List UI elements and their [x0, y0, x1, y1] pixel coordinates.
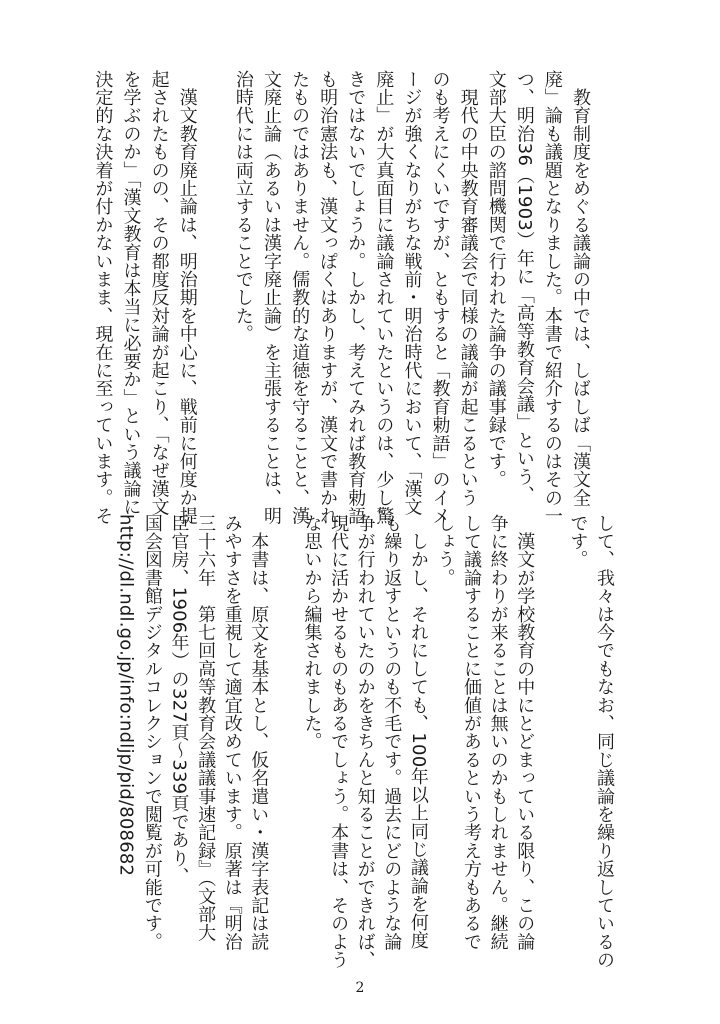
text-column: 三十六年 第七回高等教育会議議事速記録』（文部大: [195, 514, 217, 942]
text-column: 現代の中央教育審議会で同様の議論が起こるという: [457, 70, 479, 507]
text-column: つ、明治36（1903）年に「高等教育会議」という、: [513, 70, 535, 504]
text-column: [271, 514, 298, 974]
text-column: 漢文教育廃止論は、明治期を中心に、戦前に何度か提: [176, 70, 198, 525]
text-column: のも考えにくいですが、ともすると「教育勅語」のイメ: [429, 70, 451, 525]
bottom-text-block: [112, 514, 617, 974]
text-column: して、我々は今でもなお、同じ議論を繰り返しているの: [594, 514, 615, 969]
text-column: たものではありません。儒教的な道徳を守ることと、漢: [289, 70, 311, 525]
text-column: 本書は、原文を基本とし、仮名遣い・漢字表記は読: [248, 514, 270, 951]
text-column: 漢文が学校教育の中にとどまっている限り、この論: [514, 514, 536, 951]
text-column: も明治憲法も、漢文っぽくはありますが、漢文で書かれ: [317, 70, 339, 525]
text-column: して議論することに価値があるという考え方もあるで: [461, 514, 483, 951]
text-column: 現代に活かせるものもあるでしょう。本書は、そのよう: [328, 514, 350, 969]
text-column: 起されたものの、その都度反対論が起こり、「なぜ漢文: [148, 70, 170, 516]
text-column: 決定的な決着が付かないまま、現在に至っています。そ: [92, 70, 114, 525]
page-number: 2: [355, 980, 365, 996]
text-column: な思いから編集されました。: [301, 514, 323, 751]
text-column: 文廃止論（あるいは漢字廃止論）を主張することは、明: [260, 70, 282, 525]
text-column: 治時代には両立することでした。: [232, 70, 254, 343]
text-column: きではないでしょうか。しかし、考えてみれば教育勅語: [345, 70, 367, 525]
text-column: 文部大臣の諮問機関で行われた論争の議事録です。: [485, 70, 507, 489]
top-text-block: [88, 70, 594, 525]
text-column: 教育制度をめぐる議論の中では、しばしば「漢文全: [570, 70, 591, 507]
text-column: [537, 514, 564, 974]
text-column: ージが強くなりがちな戦前・明治時代において、「漢文: [401, 70, 423, 516]
text-column: みやすさを重視して適宜改めています。原著は『明治: [221, 514, 243, 951]
text-column: も繰り返すというのも不毛です。過去にどのような論: [381, 514, 403, 951]
text-column: http://dl.ndl.go.jp/info:ndljp/pid/808682: [115, 514, 137, 877]
text-column: [201, 70, 229, 500]
text-column: 臣官房、1906年）の327頁～339頁であり、: [168, 514, 190, 886]
text-column: 国会図書館デジタルコレクションで閲覧が可能です。: [141, 514, 163, 951]
text-column: 廃」論も議題となりました。本書で紹介するのはその一: [541, 70, 563, 525]
text-column: しょう。: [434, 514, 456, 587]
text-column: を学ぶのか」「漢文教育は本当に必要か」という議論に: [120, 70, 142, 516]
text-column: 廃止」が大真面目に議論されていたというのは、少し驚: [373, 70, 395, 525]
text-column: 争が行われていたのかをきちんと知ることができれば、: [354, 514, 376, 969]
text-column: しかし、それにしても、100年以上同じ議論を何度: [407, 514, 429, 950]
text-column: 争に終わりが来ることは無いのかもしれません。継続: [487, 514, 509, 951]
text-column: です。: [567, 514, 589, 569]
